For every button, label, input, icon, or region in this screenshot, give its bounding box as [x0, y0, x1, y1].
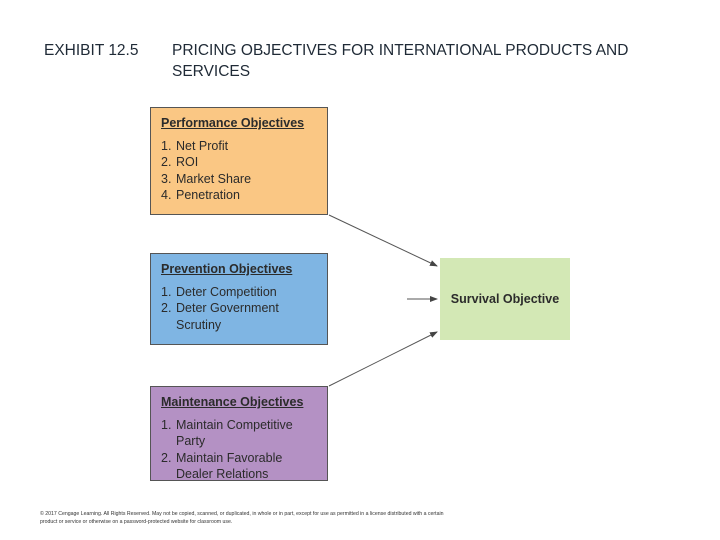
item-label: Maintain Competitive Party	[176, 417, 293, 448]
performance-list	[161, 138, 317, 204]
item-number: 2.	[161, 155, 172, 169]
list-item	[161, 417, 317, 450]
maintenance-objectives-box	[150, 386, 328, 481]
list-item	[161, 154, 317, 171]
item-number: 1.	[161, 417, 172, 432]
item-number: 2.	[161, 450, 172, 465]
prevention-objectives-box	[150, 253, 328, 345]
item-label: Market Share	[176, 171, 252, 186]
list-item	[161, 450, 317, 483]
item-label: ROI	[176, 155, 199, 169]
list-item	[161, 187, 317, 204]
list-item	[161, 171, 317, 188]
list-item	[161, 284, 317, 301]
item-number: 4.	[161, 188, 172, 202]
exhibit-number: EXHIBIT 12.5	[44, 42, 139, 59]
list-item	[161, 138, 317, 155]
arrow-performance-to-survival	[329, 215, 437, 266]
maintenance-heading: Maintenance Objectives	[161, 395, 304, 409]
survival-objective-box	[440, 258, 570, 340]
survival-label: Survival Objective	[450, 291, 560, 306]
item-label: Deter Competition	[176, 284, 277, 299]
prevention-list	[161, 284, 317, 334]
item-number: 3.	[161, 171, 172, 186]
performance-heading: Performance Objectives	[161, 116, 305, 130]
item-label: Deter Government Scrutiny	[176, 301, 279, 332]
prevention-heading: Prevention Objectives	[161, 262, 293, 276]
exhibit-heading: PRICING OBJECTIVES FOR INTERNATIONAL PRODUCTS AND SERVICES	[172, 42, 629, 80]
item-label: Net Profit	[176, 138, 229, 153]
item-label: Penetration	[176, 188, 240, 202]
arrow-maintenance-to-survival	[329, 332, 437, 386]
item-number: 1.	[161, 284, 172, 299]
performance-objectives-box	[150, 107, 328, 215]
item-number: 2.	[161, 301, 172, 315]
item-number: 1.	[161, 138, 172, 153]
copyright-notice: © 2017 Cengage Learning. All Rights Reserved. May not be copied, scanned, or duplicated, in whole or in part, except for use as permitted in a license distributed with a certain product or service or otherwise on a password-protected website for classroom use.	[40, 511, 444, 525]
list-item	[161, 300, 317, 333]
maintenance-list	[161, 417, 317, 483]
item-label: Maintain Favorable Dealer Relations	[176, 450, 283, 481]
